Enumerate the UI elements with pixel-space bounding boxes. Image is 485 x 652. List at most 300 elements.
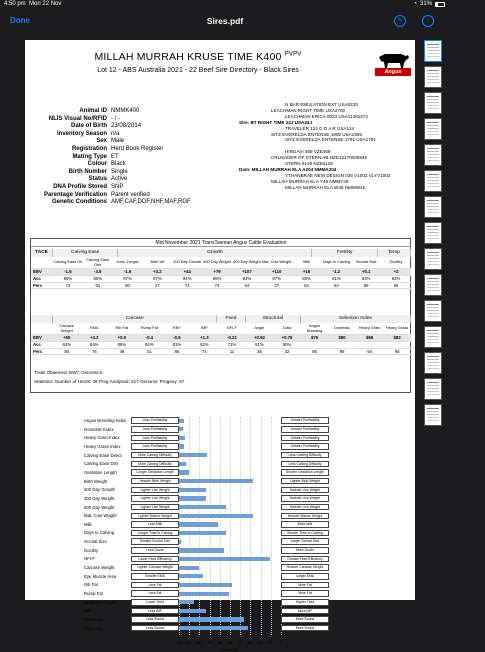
table-cell: 94 bbox=[367, 348, 372, 354]
chart-row bbox=[84, 538, 329, 545]
table-row bbox=[31, 276, 411, 283]
table-row bbox=[31, 349, 411, 356]
table-cell: 74 bbox=[184, 282, 190, 288]
low-label: Less Profitability bbox=[131, 435, 179, 442]
table-cell: +2 bbox=[393, 269, 399, 274]
bar-track bbox=[179, 564, 281, 571]
bar-track bbox=[179, 625, 281, 632]
table-cell: 84% bbox=[145, 341, 154, 347]
group-header: Temp bbox=[378, 249, 411, 257]
page-thumbnail[interactable] bbox=[424, 300, 442, 322]
table-cell: +107 bbox=[242, 269, 252, 274]
detail-value: SNP bbox=[111, 183, 124, 190]
detail-row bbox=[29, 116, 229, 124]
chart-row bbox=[84, 521, 329, 528]
chart-row bbox=[84, 573, 329, 580]
low-label: Smaller Scrotal Size bbox=[131, 538, 179, 545]
group-header: Structural bbox=[246, 315, 301, 323]
percentile-bar bbox=[179, 444, 184, 448]
percentile-bar bbox=[179, 574, 203, 578]
table-cell: 95 bbox=[394, 348, 400, 354]
table-cell: 32 bbox=[284, 348, 290, 354]
column-header: Heavy Grain bbox=[358, 325, 381, 331]
low-label: Less Sound bbox=[131, 616, 179, 623]
column-header-key bbox=[31, 323, 53, 334]
detail-value: Black bbox=[111, 161, 126, 168]
table-row bbox=[31, 342, 411, 349]
table-cell: 27 bbox=[274, 282, 280, 288]
table-cell: $80 bbox=[338, 335, 346, 340]
animal-details bbox=[29, 108, 229, 207]
table-cell: 85% bbox=[302, 275, 311, 281]
chart-row bbox=[84, 434, 329, 441]
bar-track bbox=[179, 512, 281, 519]
high-label: Greater Profitability bbox=[281, 426, 329, 433]
group-header: Calving Ease bbox=[53, 249, 118, 257]
page-thumbnail[interactable] bbox=[424, 92, 442, 114]
percentile-bar bbox=[179, 496, 206, 500]
detail-value: 23/08/2014 bbox=[111, 123, 142, 130]
document-title: Sires.pdf bbox=[206, 16, 244, 26]
high-label: More Sound bbox=[281, 616, 329, 623]
x-tick: 40 bbox=[238, 641, 243, 645]
high-label: More Docile bbox=[281, 547, 329, 554]
page-thumbnail[interactable] bbox=[424, 40, 442, 62]
table-cell: +110 bbox=[271, 269, 282, 274]
table-cell: 97% bbox=[123, 275, 132, 281]
chart-row bbox=[84, 529, 329, 536]
page-thumbnail[interactable] bbox=[424, 66, 442, 88]
bar-track bbox=[179, 434, 281, 441]
bar-track bbox=[179, 616, 281, 623]
detail-value: - / - bbox=[111, 115, 120, 122]
table-cell: -1.6 bbox=[64, 269, 72, 274]
detail-label: DNA Profile Stored bbox=[53, 183, 107, 190]
table-cell: +79 bbox=[213, 269, 221, 274]
high-label: Less Calving Difficulty bbox=[281, 452, 329, 459]
chart-row bbox=[84, 547, 329, 554]
table-cell: 84% bbox=[89, 341, 99, 347]
detail-value: n/a bbox=[111, 130, 120, 137]
low-label: Lighter Live Weight bbox=[131, 504, 179, 511]
trait-name: Carcase Weight bbox=[84, 565, 115, 571]
percentile-bar bbox=[179, 548, 224, 552]
row-key: Acc bbox=[33, 275, 41, 281]
table-cell: 95 bbox=[312, 348, 317, 354]
trait-name: Rib Fat bbox=[84, 582, 98, 588]
bar-track bbox=[179, 486, 281, 493]
share-icon[interactable]: ↑ bbox=[422, 15, 434, 27]
bar-track bbox=[179, 460, 281, 467]
detail-value: Male bbox=[111, 138, 125, 145]
x-axis-label: Percentile bbox=[221, 648, 239, 652]
low-label: Lower Yield bbox=[131, 599, 179, 606]
table-cell: 87% bbox=[272, 275, 282, 281]
pedigree-text: SITZ EVERELDA ENTENSE 1791 USA1791 bbox=[285, 137, 376, 143]
column-header: Gest. Length bbox=[116, 259, 139, 265]
high-label: More IMF bbox=[281, 608, 329, 615]
x-tick: 70 bbox=[207, 641, 212, 645]
table-cell: 80% bbox=[282, 341, 292, 347]
percentile-bar bbox=[179, 583, 232, 587]
x-tick: 0 bbox=[279, 641, 283, 645]
table-cell: 54 bbox=[244, 282, 250, 288]
trait-name: NFI-F bbox=[84, 556, 95, 562]
bar-track bbox=[179, 590, 281, 597]
bar-track bbox=[179, 607, 281, 614]
trait-name: Angus Breeding Index bbox=[84, 418, 127, 423]
pedigree-text: HINGAIA 469 VZE469 bbox=[285, 149, 331, 155]
column-header: Heavy Grass bbox=[385, 325, 409, 331]
low-label: Less Docile bbox=[131, 547, 179, 554]
pedigree-text: CRUSADER OF STERN AB NZE12170000846 bbox=[271, 155, 367, 161]
pedigree bbox=[217, 102, 417, 191]
table-cell: +3.2 bbox=[153, 269, 162, 274]
table-cell: -1.2 bbox=[332, 269, 341, 274]
bull-icon bbox=[375, 49, 411, 69]
high-label: Greater Profitability bbox=[281, 435, 329, 442]
column-header-row bbox=[31, 257, 411, 269]
status-bar bbox=[0, 0, 450, 9]
column-header: Scrotal Size bbox=[355, 259, 377, 265]
row-key: EBV bbox=[33, 335, 42, 340]
table-cell bbox=[383, 342, 411, 348]
trait-name: Domestic Index bbox=[84, 426, 114, 432]
detail-value: NMMK400 bbox=[111, 108, 140, 114]
detail-label: Parentage Verification bbox=[43, 191, 107, 198]
table-cell: 93 bbox=[95, 282, 101, 288]
nav-bar bbox=[0, 9, 450, 34]
chart-row bbox=[84, 495, 329, 502]
column-header: Calving Ease Dtrs bbox=[86, 257, 110, 267]
pedigree-text: YTHANBRAE NEW DESIGN 036 V1002 VLYV1002 bbox=[285, 172, 391, 178]
high-label: Heavier Mature Weight bbox=[281, 513, 329, 520]
table-cell: -0.4 bbox=[145, 335, 154, 340]
percentile-bar bbox=[179, 436, 185, 440]
detail-value: AMF,CAF,DDF,NHF,MAF,RGF bbox=[111, 199, 191, 206]
table-cell: 85% bbox=[117, 341, 127, 347]
group-key-cell bbox=[31, 315, 53, 323]
sire-name: MILLAH MURRAH KRUSE TIME K400 $^{PVPV}$ bbox=[94, 51, 302, 63]
chart-row bbox=[84, 581, 329, 588]
table-cell: 81% bbox=[255, 341, 264, 347]
trait-name: Heavy Grain Index bbox=[84, 435, 120, 441]
pedigree-text: MILLAH MURRAH ELA Y48 NMMY48 bbox=[271, 178, 349, 184]
battery-icon bbox=[435, 2, 445, 7]
table-cell: 92% bbox=[391, 275, 401, 281]
low-label: Less Fat bbox=[131, 590, 179, 597]
table-cell: 94% bbox=[182, 275, 192, 281]
percentile-bar bbox=[179, 531, 226, 535]
table-cell: 95% bbox=[212, 275, 222, 281]
page-thumbnail[interactable] bbox=[424, 248, 442, 270]
group-header: Carcase bbox=[53, 315, 217, 323]
trait-name: Calving Ease Dtrs bbox=[84, 461, 119, 467]
detail-value: Parent verified bbox=[111, 191, 150, 198]
detail-row bbox=[29, 176, 229, 184]
detail-row bbox=[29, 154, 229, 162]
detail-label: Date of Birth bbox=[71, 123, 107, 130]
high-label: Larger Scrotal Size bbox=[281, 538, 329, 545]
table-cell: 93% bbox=[242, 275, 252, 281]
page-thumbnail[interactable] bbox=[424, 222, 442, 244]
bar-track bbox=[179, 452, 281, 459]
high-label: Shorter Time to Calving bbox=[281, 530, 329, 537]
done-button[interactable]: Done bbox=[10, 16, 30, 25]
trait-name: Calving Ease Direct bbox=[84, 452, 122, 458]
trait-name: Docility bbox=[84, 547, 98, 553]
trait-name: Heavy Grass Index bbox=[84, 443, 121, 449]
percentile-bar bbox=[179, 479, 253, 483]
row-key: Acc bbox=[33, 341, 41, 347]
table-cell: +0.0 bbox=[117, 335, 127, 340]
pedigree-text: N BAR EMULATION EXT USA0233 bbox=[285, 102, 358, 107]
detail-row bbox=[29, 199, 229, 207]
table-cell: 71% bbox=[227, 341, 237, 347]
table-cell: $68 bbox=[366, 335, 374, 340]
ebv-caption: Mid November 2021 TransTasman Angus Cattle Evaluation bbox=[31, 239, 411, 247]
table-cell: 76 bbox=[91, 348, 97, 354]
low-label: Smaller EMA bbox=[131, 573, 179, 580]
percentile-bar bbox=[179, 566, 199, 570]
x-tick: 80 bbox=[197, 641, 202, 645]
page-thumbnail[interactable] bbox=[424, 404, 442, 426]
pedigree-line bbox=[285, 185, 485, 191]
chart-row bbox=[84, 486, 329, 493]
bar-track bbox=[179, 478, 281, 485]
detail-label: Sex bbox=[96, 138, 107, 145]
table-cell: +1.3 bbox=[200, 335, 209, 340]
trait-name: Mat. Cow Weight bbox=[84, 513, 117, 519]
table-row bbox=[31, 269, 411, 276]
high-label: Heavier Carcase Weight bbox=[281, 564, 329, 571]
status-time: 4:50 pm Mon 22 Nov bbox=[4, 1, 62, 7]
pedigree-text: STERN 6129 NZE6129 bbox=[285, 161, 333, 167]
low-label: Lighter Live Weight bbox=[131, 487, 179, 494]
pedigree-text: MILLAH MURRAH ELA W45 NMMW45 bbox=[285, 184, 366, 190]
page-thumbnail[interactable] bbox=[424, 118, 442, 140]
trait-name: Claw Set bbox=[84, 625, 102, 631]
table-cell: -3.8 bbox=[94, 269, 102, 274]
detail-label: Mating Type bbox=[72, 153, 107, 160]
table-cell: 82% bbox=[200, 341, 209, 347]
group-header-row bbox=[31, 315, 411, 323]
low-label: Heavier Birth Weight bbox=[131, 478, 179, 485]
logo-text: Angus bbox=[375, 68, 411, 76]
table-cell: +4.2 bbox=[90, 335, 99, 340]
percentile-bar bbox=[179, 522, 218, 526]
trait-name: Milk bbox=[84, 521, 92, 527]
column-header: Docility bbox=[389, 259, 403, 265]
low-label: Longer Time to Calving bbox=[131, 530, 179, 537]
table-cell: 96 bbox=[339, 348, 345, 354]
detail-value: Herd Book Register bbox=[111, 145, 164, 152]
chart-row bbox=[84, 607, 329, 614]
low-label: Less Profitability bbox=[131, 417, 179, 424]
percentile-bar bbox=[179, 540, 181, 544]
detail-label: Genetic Conditions bbox=[51, 199, 107, 206]
column-header: 200 Day Growth bbox=[173, 259, 202, 265]
page-thumbnail[interactable] bbox=[424, 274, 442, 296]
trait-name: Eye Muscle Area bbox=[84, 573, 117, 579]
bar-track bbox=[179, 529, 281, 536]
table-cell bbox=[356, 342, 384, 348]
trait-name: Gestation Length bbox=[84, 469, 117, 475]
table-row bbox=[31, 335, 411, 342]
table-cell: 98 bbox=[363, 282, 369, 288]
table-cell bbox=[328, 342, 356, 348]
percentile-bar bbox=[179, 592, 229, 596]
group-header: Feed bbox=[217, 315, 245, 323]
table-cell: 48 bbox=[119, 348, 125, 354]
page-thumbnail[interactable] bbox=[424, 378, 442, 400]
high-label: Higher Yield bbox=[281, 599, 329, 606]
detail-row bbox=[29, 161, 229, 169]
pedigree-text: Dam: MILLAH MURRAH ELA A204 NMMA204 bbox=[239, 166, 337, 172]
pdf-page[interactable] bbox=[25, 40, 415, 652]
pedigree-text: LEACHMAN ERICA 0023 USA11382472 bbox=[285, 113, 368, 119]
page-thumbnail[interactable] bbox=[424, 326, 442, 348]
trait-name: 400 Day Weight bbox=[84, 495, 115, 501]
detail-value: Single bbox=[111, 168, 128, 175]
high-label: Larger EMA bbox=[281, 573, 329, 580]
group-header: Fertility bbox=[312, 249, 377, 257]
page-thumbnail[interactable] bbox=[424, 144, 442, 166]
pedigree-text: Sire: BT RIGHT TIME 24J USA24J bbox=[239, 119, 313, 125]
chart-row bbox=[84, 452, 329, 459]
percentile-bar bbox=[179, 419, 184, 423]
table-cell: $76 bbox=[310, 335, 319, 340]
high-label: Greater Profitability bbox=[281, 417, 329, 424]
detail-row bbox=[29, 184, 229, 192]
table-cell: 73 bbox=[65, 282, 71, 288]
high-label: Greater Profitability bbox=[281, 443, 329, 450]
table-cell: +44 bbox=[183, 269, 191, 274]
detail-row bbox=[29, 169, 229, 177]
table-cell: 85 bbox=[174, 348, 180, 354]
low-label: Lighter Mature Weight bbox=[131, 513, 179, 520]
trait-name: Foot Angle bbox=[84, 616, 105, 622]
detail-value: ET bbox=[111, 153, 119, 160]
table-cell: +0.92 bbox=[254, 335, 265, 340]
high-label: More Fat bbox=[281, 582, 329, 589]
table-cell: 36 bbox=[257, 348, 262, 354]
detail-label: Birth Number bbox=[68, 168, 107, 175]
high-label: Shorter Gestation Length bbox=[281, 469, 329, 476]
page-thumbnails[interactable] bbox=[424, 40, 444, 460]
low-label: Lighter Carcase Weight bbox=[131, 564, 179, 571]
table-cell: 66% bbox=[93, 275, 103, 281]
column-header: Milk bbox=[303, 259, 310, 265]
trait-name: Rump Fat bbox=[84, 591, 103, 596]
bar-track bbox=[179, 417, 281, 424]
column-header: 400 Day Weight bbox=[203, 259, 231, 265]
bar-track bbox=[179, 599, 281, 606]
column-header-key bbox=[31, 257, 53, 268]
percentile-bar bbox=[179, 557, 270, 561]
table-cell: +16 bbox=[302, 269, 311, 274]
detail-label: Colour bbox=[87, 161, 107, 168]
chart-row bbox=[84, 590, 329, 597]
battery-percent: 31% bbox=[419, 1, 432, 7]
high-label: Greater Feed Efficiency bbox=[281, 556, 329, 563]
detail-label: Animal ID bbox=[79, 108, 107, 114]
ebv-table bbox=[30, 238, 411, 393]
bar-track bbox=[179, 573, 281, 580]
chart-row bbox=[84, 555, 329, 562]
bar-track bbox=[179, 469, 281, 476]
column-header: Domestic bbox=[333, 325, 351, 331]
chart-row bbox=[84, 460, 329, 467]
detail-label: Status bbox=[88, 176, 107, 183]
x-tick: 10 bbox=[268, 641, 273, 645]
column-header: Carcase Weight bbox=[59, 323, 75, 333]
table-cell: -0.5 bbox=[173, 335, 181, 340]
trait-name: Retail Beef Yield bbox=[84, 599, 116, 605]
page-thumbnail[interactable] bbox=[424, 170, 442, 192]
row-key: Perc bbox=[33, 348, 43, 354]
chart-row bbox=[84, 478, 329, 485]
detail-label: Inventory Season bbox=[56, 130, 107, 137]
percentile-bar bbox=[179, 427, 183, 431]
table-cell: 56 bbox=[393, 282, 399, 288]
column-header: Calving Ease Dir bbox=[53, 259, 83, 265]
column-header: Angus Breeding bbox=[306, 323, 323, 333]
column-header: RBY bbox=[172, 325, 181, 331]
row-key: Perc bbox=[33, 282, 43, 288]
detail-row bbox=[29, 192, 229, 200]
x-tick: 90 bbox=[187, 641, 192, 645]
x-tick: 60 bbox=[217, 641, 222, 645]
column-header: Rib Fat bbox=[115, 325, 129, 331]
detail-row bbox=[29, 108, 229, 116]
high-label: More Fat bbox=[281, 590, 329, 597]
table-cell: 61% bbox=[332, 275, 341, 281]
trait-name: Birth Weight bbox=[84, 478, 108, 484]
table-cell: 51 bbox=[146, 348, 152, 354]
table-cell: 81% bbox=[172, 341, 182, 347]
column-header: NFI-F bbox=[226, 325, 237, 331]
angus-logo bbox=[375, 49, 411, 79]
low-label: Less Fat bbox=[131, 582, 179, 589]
x-tick: 30 bbox=[248, 641, 253, 645]
high-label: Heavier Live Weight bbox=[281, 487, 329, 494]
bar-track bbox=[179, 521, 281, 528]
page-thumbnail[interactable] bbox=[424, 352, 442, 374]
x-tick: 100 bbox=[175, 641, 183, 645]
column-header-row bbox=[31, 323, 411, 335]
detail-label: Registration bbox=[71, 145, 107, 152]
chart-row bbox=[84, 426, 329, 433]
bar-track bbox=[179, 495, 281, 502]
group-header: Selection Index bbox=[301, 315, 411, 323]
percentile-bar bbox=[179, 505, 226, 509]
page-thumbnail[interactable] bbox=[424, 196, 442, 218]
detail-row bbox=[29, 131, 229, 139]
row-key: EBV bbox=[33, 269, 42, 274]
chart-row bbox=[84, 417, 329, 424]
statistics: Statistics: Number of Herds: 36 Prog Analysed: 317 Genomic Progeny: 87 bbox=[34, 379, 185, 384]
chart-row bbox=[84, 469, 329, 476]
low-label: Less Sound bbox=[131, 625, 179, 632]
markup-icon[interactable]: ✎ bbox=[394, 15, 406, 27]
percentile-bar bbox=[179, 600, 194, 604]
table-cell: 93% bbox=[361, 275, 371, 281]
table-cell: 90 bbox=[125, 282, 130, 288]
bar-track bbox=[179, 581, 281, 588]
trait-name: 200 Day Growth bbox=[84, 487, 116, 493]
chart-row bbox=[84, 564, 329, 571]
